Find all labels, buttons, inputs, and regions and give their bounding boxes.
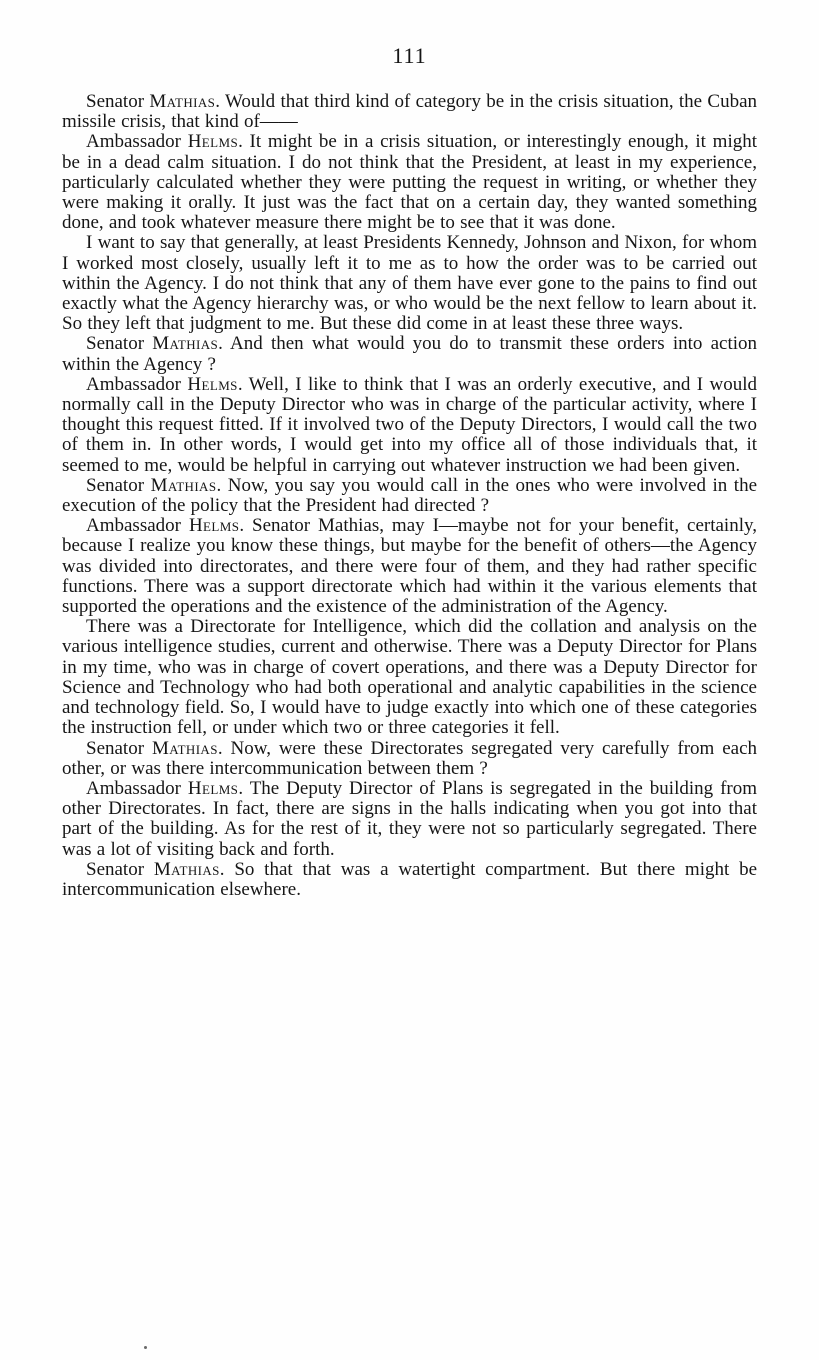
- speaker-name: Mathias: [152, 333, 219, 355]
- transcript-paragraph: [62, 334, 757, 374]
- paragraph-text: Senator Mathias, may I—maybe not for your benefit, certainly, because I realize you know these things, but maybe for the benefit of others—the Agency was divided into directorates, and there were four of them, and they had rather specific functions. There was a support directorate which had within it the various elements that supported the operations and the existence of the administration of the Agency.: [62, 515, 758, 618]
- transcript-paragraph: [62, 233, 757, 334]
- speaker-name: Helms: [188, 515, 240, 537]
- speaker-separator: .: [217, 737, 231, 759]
- speaker-title: Senator: [86, 858, 145, 880]
- speaker-separator: .: [238, 777, 250, 799]
- paragraph-text: Now, were these Directorates segregated very carefully from each other, or was there intercommunication between them ?: [62, 737, 758, 779]
- transcript-paragraph: [62, 375, 757, 476]
- speaker-separator: .: [238, 131, 250, 153]
- transcript-body: [62, 92, 757, 900]
- transcript-paragraph: [62, 860, 757, 900]
- transcript-paragraph: [62, 779, 757, 860]
- speaker-name: Mathias: [151, 737, 218, 759]
- speaker-title: Ambassador: [86, 777, 181, 799]
- paragraph-text: Now, you say you would call in the ones who were involved in the execution of the policy that the President had directed ?: [62, 474, 758, 517]
- speaker-separator: .: [219, 858, 235, 880]
- speaker-name: Mathias: [153, 858, 220, 880]
- transcript-paragraph: [62, 617, 757, 738]
- scan-artifact-speck: [144, 1346, 147, 1349]
- transcript-paragraph: [62, 92, 757, 132]
- paragraph-text: Well, I like to think that I was an orderly executive, and I would normally call in the Deputy Director who was in charge of the particular activity, where I thought this request fitted. If it involved two of the Deputy Directors, I would call the two of them in. In other words, I would get into my office all of those individuals that, it seemed to me, would be helpful in carrying out whatever instruction we had been given.: [62, 373, 757, 476]
- speaker-title: Ambassador: [86, 373, 181, 395]
- speaker-name: Helms: [187, 131, 239, 153]
- speaker-name: Helms: [187, 373, 238, 395]
- speaker-separator: .: [215, 91, 225, 112]
- transcript-paragraph: [62, 476, 757, 516]
- speaker-name: Mathias: [150, 474, 217, 496]
- page-number: 111: [392, 43, 427, 68]
- speaker-separator: .: [218, 333, 231, 355]
- speaker-title: Ambassador: [86, 131, 181, 153]
- paragraph-text: It might be in a crisis situation, or interestingly enough, it might be in a dead calm situation. I do not think that the President, at least in my experience, particularly calculated whether they were putting the request in writing, or whether they were making it orally. It just was the fact that on a certain day, they wanted something done, and took whatever measure there might be to see that it was done.: [62, 131, 757, 234]
- speaker-title: Senator: [86, 333, 145, 355]
- transcript-paragraph: [62, 516, 757, 617]
- speaker-title: Senator: [86, 737, 145, 759]
- paragraph-text: There was a Directorate for Intelligence, which did the collation and analysis on the various intelligence studies, current and otherwise. There was a Deputy Director for Plans in my time, who was in charge of covert operations, and there was a Deputy Director for Science and Technology who had both operational and analytic capabilities in the science and technology field. So, I would have to judge exactly into which one of these categories the instruction fell, or under which two or three categories it fell.: [62, 616, 757, 739]
- paragraph-text: I want to say that generally, at least Presidents Kennedy, Johnson and Nixon, for whom I worked most closely, usually left it to me as to how the order was to be carried out within the Agency. I do not think that any of them have ever gone to the pains to find out exactly what the Agency hierarchy was, or who would be the next fellow to learn about it. So they left that judgment to me. But these did come in at least these three ways.: [62, 232, 757, 335]
- speaker-title: Senator: [86, 91, 145, 112]
- speaker-title: Senator: [86, 474, 145, 496]
- paragraph-text: Would that third kind of category be in the crisis situation, the Cuban missile crisis, that kind of——: [62, 91, 758, 133]
- speaker-separator: .: [237, 373, 249, 395]
- paragraph-text: The Deputy Director of Plans is segregated in the building from other Directorates. In fact, there are signs in the halls indicating when you got into that part of the building. As for the rest of it, they were not so particularly segregated. There was a lot of visiting back and forth.: [62, 777, 757, 860]
- speaker-separator: .: [216, 474, 228, 496]
- transcript-paragraph: [62, 739, 757, 779]
- paragraph-text: So that that was a watertight compartment. But there might be intercommunication elsewhere.: [62, 858, 757, 900]
- speaker-separator: .: [239, 515, 253, 537]
- paragraph-text: And then what would you do to transmit these orders into action within the Agency ?: [62, 333, 757, 375]
- speaker-name: Mathias: [149, 91, 216, 112]
- speaker-title: Ambassador: [86, 515, 181, 537]
- transcript-paragraph: [62, 132, 757, 233]
- speaker-name: Helms: [187, 777, 239, 799]
